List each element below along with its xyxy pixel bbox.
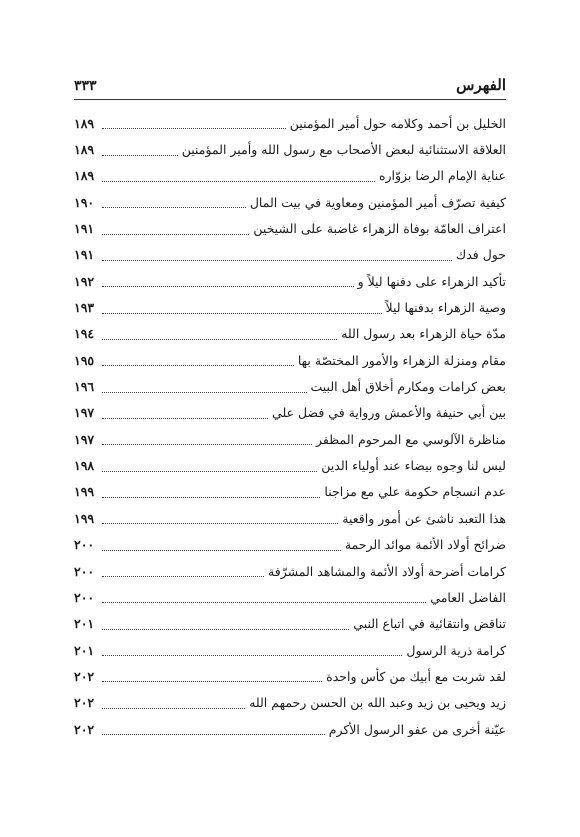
leader-dots [102,364,294,366]
leader-dots [102,575,264,577]
toc-entry-title: العلاقة الاستثنائية لبعض الأصحاب مع رسول الله وأمير المؤمنين [181,142,506,158]
toc-entry-page: ١٩٥ [74,352,95,368]
leader-dots [102,707,245,709]
toc-entry [74,611,506,637]
leader-dots [102,733,325,735]
toc-entry-page: ١٩٨ [74,458,95,474]
toc-entry [74,400,506,426]
toc-entry-title: كرامات أضرحة أولاد الأئمة والمشاهد المشرّفة [268,563,506,579]
header-rule [74,99,506,100]
toc-list [74,110,506,742]
toc-entry-title: عدم انسجام حكومة علي مع مزاجنا [324,484,506,500]
toc-entry-page: ١٩١ [74,221,95,237]
toc-entry-page: ٢٠٢ [74,721,95,737]
toc-entry-title: مدّة حياة الزهراء بعد رسول الله [341,326,506,342]
toc-entry-title: تناقض وانتقائية في اتباع النبي [353,616,506,632]
leader-dots [102,285,354,287]
leader-dots [102,338,337,340]
page-number: ٣٣٣ [74,78,97,94]
toc-entry-title: هذا التعبد ناشئ عن أمور واقعية [342,510,506,526]
leader-dots [102,312,382,314]
toc-entry-page: ٢٠٠ [74,563,95,579]
toc-entry [74,321,506,347]
leader-dots [102,443,312,445]
leader-dots [102,417,268,419]
toc-entry-title: حول فدك [455,247,506,263]
toc-entry-title: كرامة ذرية الرسول [406,642,506,658]
leader-dots [102,154,178,156]
toc-entry-title: لقد شربت مع أبيك من كأس واحدة [326,668,506,684]
leader-dots [102,654,402,656]
leader-dots [102,233,249,235]
toc-entry [74,690,506,716]
toc-entry [74,663,506,689]
toc-entry-page: ٢٠٠ [74,537,95,553]
leader-dots [102,206,246,208]
toc-entry-page: ٢٠١ [74,642,95,658]
toc-entry-page: ١٩١ [74,247,95,263]
toc-entry [74,189,506,215]
toc-entry-title: مناظرة الآلوسي مع المرحوم المظفر [316,431,506,447]
toc-entry [74,637,506,663]
leader-dots [102,628,349,630]
toc-entry [74,110,506,136]
header-title: الفهرس [456,76,506,94]
toc-entry-title: ضرائح أولاد الأئمة موائد الرحمة [344,537,506,553]
toc-entry-title: ليس لنا وجوه بيضاء عند أولياء الدين [321,458,506,474]
toc-entry-page: ٢٠١ [74,616,95,632]
leader-dots [102,549,341,551]
toc-entry-title: عناية الإمام الرضا بزوّاره [378,168,506,184]
toc-entry [74,373,506,399]
leader-dots [102,180,375,182]
leader-dots [102,259,452,261]
toc-entry [74,347,506,373]
toc-entry [74,505,506,531]
toc-entry [74,584,506,610]
toc-entry-title: وصية الزهراء بدفنها ليلاً [385,300,506,316]
toc-entry-page: ١٨٩ [74,168,95,184]
toc-entry-page: ١٩٧ [74,431,95,447]
toc-entry-page: ١٩٠ [74,194,95,210]
toc-entry-page: ١٩٤ [74,326,95,342]
toc-entry-title: الفاضل العامي [430,589,506,605]
toc-entry [74,163,506,189]
toc-entry-page: ٢٠٠ [74,589,95,605]
toc-entry [74,558,506,584]
toc-entry-title: اعتراف العامّة بوفاة الزهراء غاضبة على الشيخين [253,221,506,237]
toc-entry-page: ١٩٢ [74,273,95,289]
toc-entry [74,452,506,478]
toc-entry [74,479,506,505]
toc-entry-page: ٢٠٢ [74,668,95,684]
leader-dots [102,601,426,603]
toc-entry-page: ١٨٩ [74,115,95,131]
leader-dots [102,522,338,524]
leader-dots [102,470,317,472]
toc-entry [74,426,506,452]
toc-entry-title: بعض كرامات ومكارم أخلاق أهل البيت [310,379,506,395]
toc-entry-page: ١٩٣ [74,300,95,316]
leader-dots [102,391,307,393]
toc-entry-page: ١٨٩ [74,142,95,158]
toc-entry-title: بين أبي حنيفة والأعمش ورواية في فضل علي [272,405,506,421]
leader-dots [102,680,322,682]
leader-dots [102,127,286,129]
toc-entry [74,716,506,742]
toc-entry-page: ١٩٧ [74,405,95,421]
toc-entry [74,294,506,320]
toc-entry-title: عيّنة أخرى من عفو الرسول الأكرم [328,721,506,737]
toc-entry-page: ١٩٩ [74,510,95,526]
leader-dots [102,496,320,498]
toc-entry [74,532,506,558]
toc-entry [74,136,506,162]
toc-entry [74,242,506,268]
page-header [74,68,506,94]
toc-entry-page: ٢٠٢ [74,695,95,711]
toc-entry [74,268,506,294]
toc-entry-title: مقام ومنزلة الزهراء والأمور المختصّة بها [297,352,506,368]
toc-entry-title: تأكيد الزهراء على دفنها ليلاً و [357,273,506,289]
toc-entry-page: ١٩٩ [74,484,95,500]
toc-entry-page: ١٩٦ [74,379,95,395]
toc-entry-title: الخليل بن أحمد وكلامه حول أمير المؤمنين [289,115,506,131]
toc-entry-title: زيد ويحيى بن زيد وعبد الله بن الحسن رحمهم الله [249,695,506,711]
toc-entry [74,215,506,241]
toc-entry-title: كيفية تصرّف أمير المؤمنين ومعاوية في بيت المال [249,194,506,210]
